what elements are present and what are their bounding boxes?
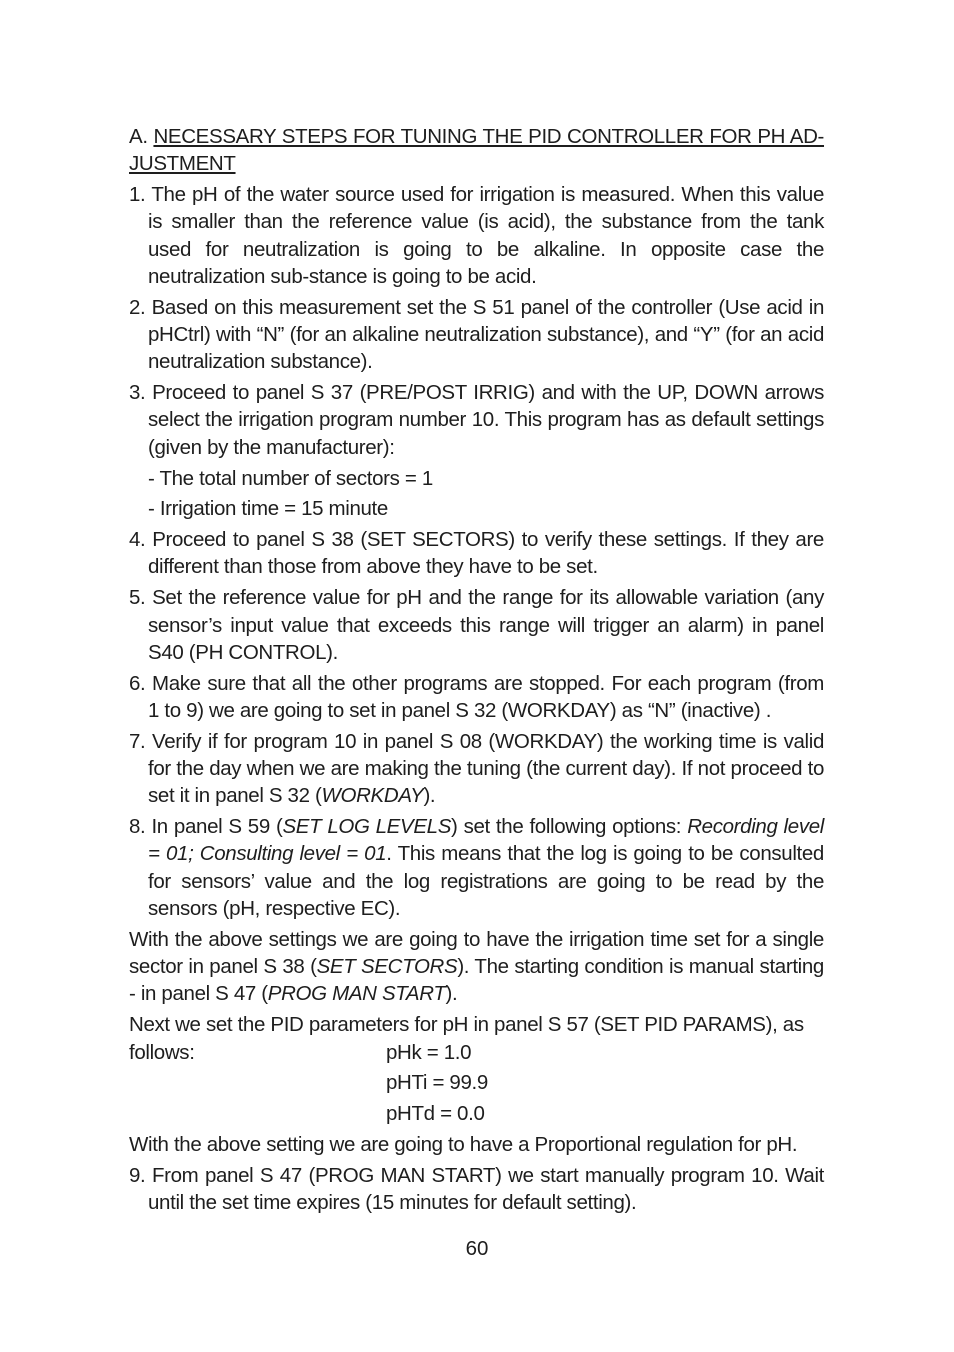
step-1: 1. The pH of the water source used for irrigation is measured. When this value is smaller than the reference value (is acid), the substance from the tank used for neutralization is going to be alkaline. In opposite case the neutralization sub-stance is going to be acid. [129,183,824,288]
heading-title: NECESSARY STEPS FOR TUNING THE PID CONTROLLER FOR PH AD-JUSTMENT [129,125,825,176]
pid-param-td: pHTd = 0.0 [386,1102,485,1126]
heading-prefix: A. [129,125,154,148]
step-3-irrigation-time: - Irrigation time = 15 minute [148,497,388,521]
pid-row-3 [129,1100,824,1127]
step-8-text-a: 8. In panel S 59 ( [129,815,283,839]
step-8-italic-options: Recording level = 01; Consulting level = 01 [148,815,824,866]
step-8-text-c: . This means that the log is going to be consulted for sensors’ value and the log registrations are going to be read by the sensors (pH, respective EC). [148,842,824,921]
pid-param-k: pHk = 1.0 [386,1040,472,1064]
pid-intro: Next we set the PID parameters for pH in panel S 57 (SET PID PARAMS), as [129,1013,804,1037]
step-5: 5. Set the reference value for pH and the range for its allowable variation (any sensor’s input value that exceeds this range will trigger an alarm) in panel S40 (PH CONTROL). [129,586,824,664]
manual-page [129,123,824,1220]
pid-lead: follows: [129,1040,195,1064]
section-heading [129,123,824,178]
step-3: 3. Proceed to panel S 37 (PRE/POST IRRIG) and with the UP, DOWN arrows select the irrigation program number 10. This program has as default settings (given by the manufacturer): [129,381,824,459]
step-7-italic: WORKDAY [321,784,424,808]
sectors-text-b: ). The starting condition is manual starting - in panel S 47 ( [129,955,824,1006]
pid-row-1 [129,1039,824,1066]
pid-param-ti: pHTi = 99.9 [386,1071,488,1095]
step-8 [129,813,824,922]
step-4: 4. Proceed to panel S 38 (SET SECTORS) to verify these settings. If they are different than those from above they have to be set. [129,528,824,579]
pid-parameters [129,1011,824,1127]
step-9: 9. From panel S 47 (PROG MAN START) we start manually program 10. Wait until the set time expires (15 minutes for default setting). [129,1163,824,1214]
step-8-text-b: ) set the following options: [451,815,688,839]
step-7-text-b: ). [423,784,436,808]
sectors-italic-1: SET SECTORS [316,955,458,979]
regulation-paragraph: With the above setting we are going to have a Proportional regulation for pH. [129,1132,798,1156]
step-3-sectors: - The total number of sectors = 1 [148,466,433,490]
sectors-text-a: With the above settings we are going to have the irrigation time set for a single sector in panel S 38 ( [129,927,824,979]
sectors-text-c: ). [445,982,458,1006]
step-7-text-a: 7. Verify if for program 10 in panel S 08 (WORKDAY) the working time is valid for the day when we are making the tuning (the current day). If not proceed to set it in panel S 32 ( [129,729,824,808]
step-7 [129,728,824,810]
sectors-italic-2: PROG MAN START [267,982,446,1006]
step-2: 2. Based on this measurement set the S 51 panel of the controller (Use acid in pHCtrl) with “N” (for an alkaline neutralization substance), and “Y” (for an acid neutralization substance). [129,295,824,374]
pid-row-2 [129,1069,824,1096]
step-6: 6. Make sure that all the other programs are stopped. For each program (from 1 to 9) we are going to set in panel S 32 (WORKDAY) as “N” (inactive) . [129,671,824,722]
page-number: 60 [465,1237,489,1260]
step-8-italic-panel: SET LOG LEVELS [282,815,452,839]
sectors-paragraph [129,926,824,1008]
